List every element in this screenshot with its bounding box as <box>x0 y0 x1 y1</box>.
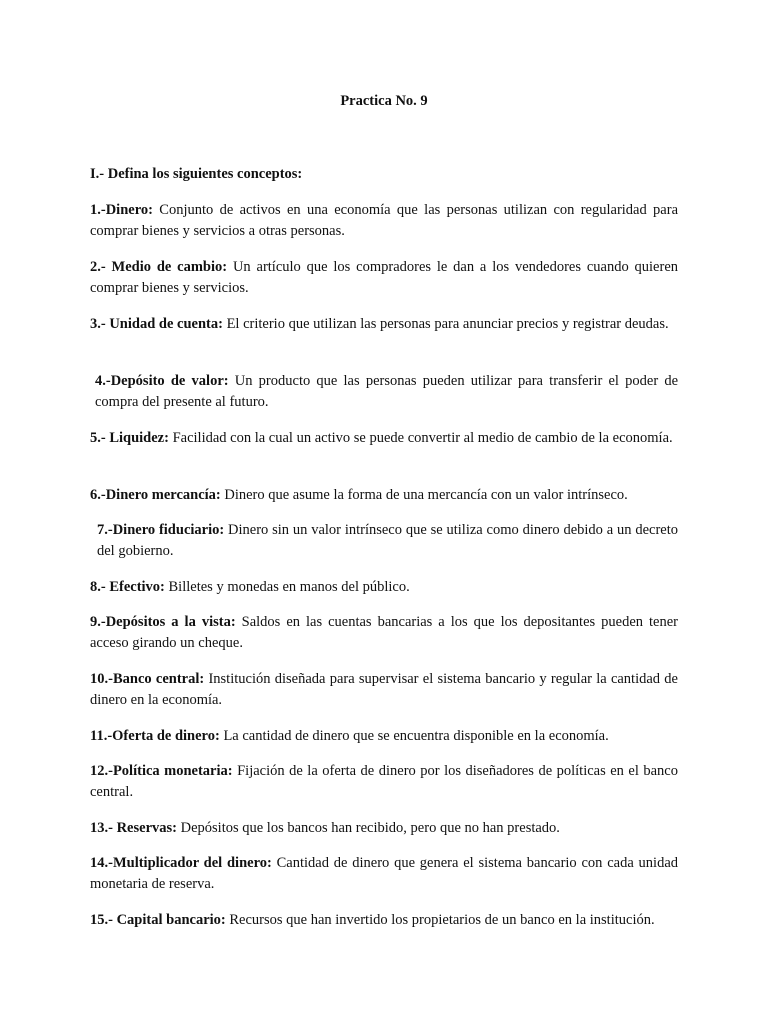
definition-term: 8.- Efectivo: <box>90 579 165 595</box>
definition-term: 10.-Banco central: <box>90 671 205 687</box>
definition-term: 1.-Dinero: <box>90 202 153 218</box>
definition-item <box>90 257 678 314</box>
definition-text: Dinero sin un valor intrínseco que se utiliza como dinero debido a un decreto del gobierno. <box>97 522 678 559</box>
definition-term: 9.-Depósitos a la vista: <box>90 614 236 630</box>
definition-term: 4.-Depósito de valor: <box>95 373 229 389</box>
definition-text: Recursos que han invertido los propietarios de un banco en la institución. <box>229 912 655 928</box>
definition-text: Institución diseñada para supervisar el sistema bancario y regular la cantidad de dinero en la economía. <box>90 671 678 708</box>
definition-term: 7.-Dinero fiduciario: <box>97 522 225 538</box>
definition-item <box>90 761 678 818</box>
definition-text: El criterio que utilizan las personas para anunciar precios y registrar deudas. <box>226 316 669 332</box>
definition-term: 14.-Multiplicador del dinero: <box>90 855 272 871</box>
definition-text: Fijación de la oferta de dinero por los diseñadores de políticas en el banco central. <box>90 763 678 800</box>
page-title: Practica No. 9 <box>340 93 428 109</box>
definition-item <box>90 520 678 577</box>
definition-text: Dinero que asume la forma de una mercancía con un valor intrínseco. <box>224 487 628 503</box>
definition-term: 12.-Política monetaria: <box>90 763 233 779</box>
definition-item <box>90 577 678 612</box>
definition-term: 11.-Oferta de dinero: <box>90 728 220 744</box>
section-heading: I.- Defina los siguientes conceptos: <box>90 166 303 182</box>
definition-term: 5.- Liquidez: <box>90 430 169 446</box>
definition-term: 13.- Reservas: <box>90 820 177 836</box>
definition-item <box>90 726 678 761</box>
definition-text: Facilidad con la cual un activo se puede convertir al medio de cambio de la economía. <box>172 430 673 446</box>
definition-text: Conjunto de activos en una economía que las personas utilizan con regularidad para comprar bienes y servicios a otras personas. <box>90 202 678 239</box>
definition-term: 6.-Dinero mercancía: <box>90 487 221 503</box>
definition-term: 15.- Capital bancario: <box>90 912 226 928</box>
definition-text: Depósitos que los bancos han recibido, pero que no han prestado. <box>180 820 560 836</box>
definition-text: Billetes y monedas en manos del público. <box>168 579 410 595</box>
definition-text: Un producto que las personas pueden utilizar para transferir el poder de compra del presente al futuro. <box>95 373 679 410</box>
definition-item <box>90 371 678 428</box>
definition-item <box>90 669 678 726</box>
definition-text: La cantidad de dinero que se encuentra disponible en la economía. <box>223 728 609 744</box>
definition-term: 3.- Unidad de cuenta: <box>90 316 223 332</box>
definition-text: Saldos en las cuentas bancarias a los que los depositantes pueden tener acceso girando un cheque. <box>90 614 678 651</box>
definitions-list <box>90 200 678 945</box>
definition-item <box>90 200 678 257</box>
definition-item <box>90 853 678 910</box>
definition-item <box>90 485 678 520</box>
definition-item <box>90 314 678 371</box>
definition-term: 2.- Medio de cambio: <box>90 259 228 275</box>
definition-item <box>90 818 678 853</box>
definition-text: Cantidad de dinero que genera el sistema bancario con cada unidad monetaria de reserva. <box>90 855 679 892</box>
definition-item <box>90 910 678 945</box>
definition-item <box>90 612 678 669</box>
definition-text: Un artículo que los compradores le dan a los vendedores cuando quieren comprar bienes y servicios. <box>90 259 679 296</box>
definition-item <box>90 428 678 485</box>
